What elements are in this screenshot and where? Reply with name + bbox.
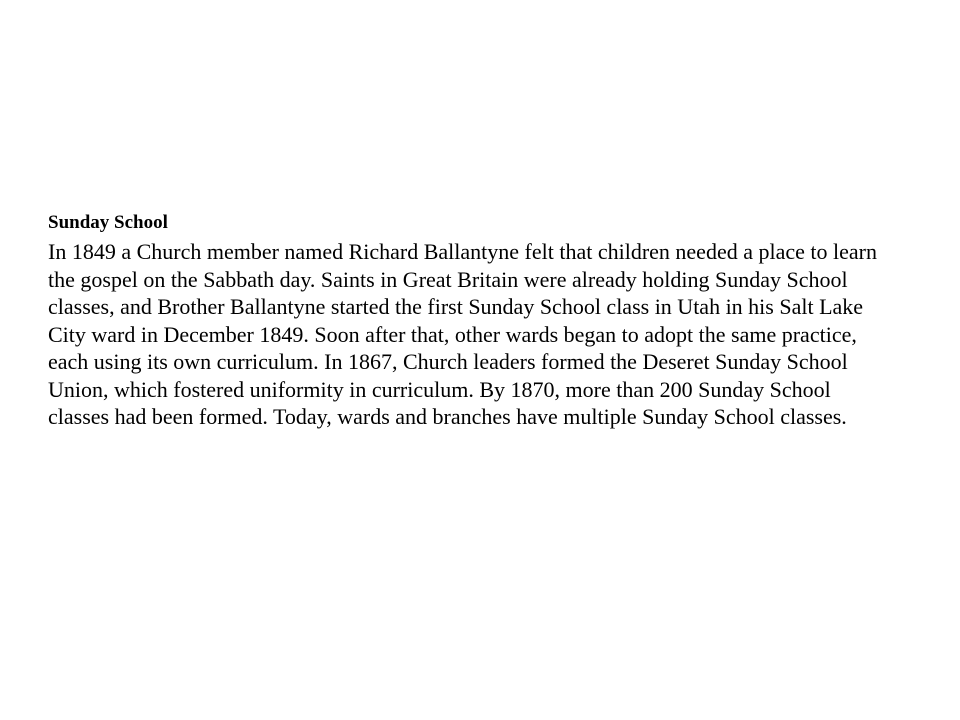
text-block — [48, 210, 888, 431]
body-paragraph: In 1849 a Church member named Richard Ballantyne felt that children needed a place to learn the gospel on the Sabbath day. Saints in Great Britain were already holding Sunday School classes, and Brother Ballantyne started the first Sunday School class in Utah in his Salt Lake City ward in December 1849. Soon after that, other wards began to adopt the same practice, each using its own curriculum. In 1867, Church leaders formed the Deseret Sunday School Union, which fostered uniformity in curriculum. By 1870, more than 200 Sunday School classes had been formed. Today, wards and branches have multiple Sunday School classes. — [48, 239, 877, 429]
section-heading: Sunday School — [48, 212, 168, 233]
